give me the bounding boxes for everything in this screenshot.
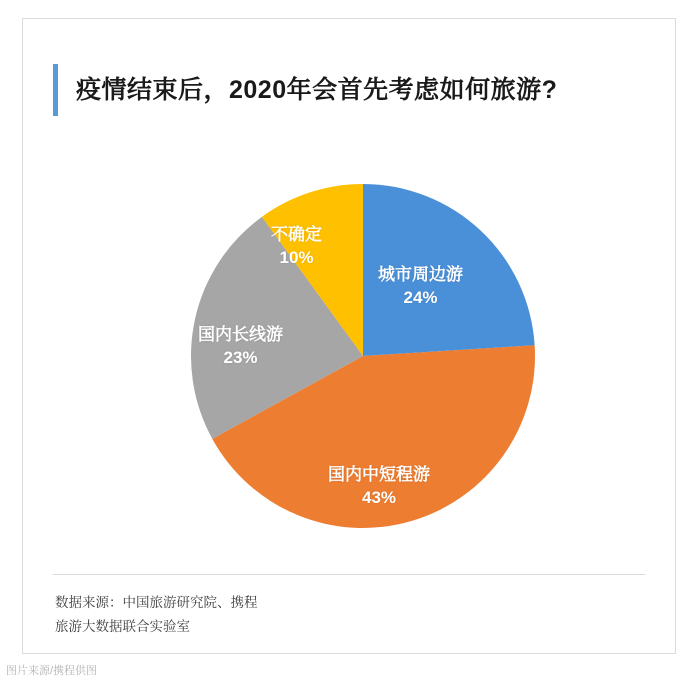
pie-label-3-value: 10% [279, 247, 314, 267]
page-title: 疫情结束后，2020年会首先考虑如何旅游? [76, 76, 558, 104]
source-line-2: 旅游大数据联合实验室 [55, 618, 190, 634]
pie-label-0-value: 24% [403, 287, 438, 307]
pie-label-2-name: 国内长线游 [198, 325, 283, 344]
source-line-1: 数据来源：中国旅游研究院、携程 [55, 595, 258, 610]
source-note [55, 591, 258, 638]
pie-label-0 [378, 264, 463, 310]
title-accent-bar [53, 64, 58, 116]
pie-chart [23, 169, 675, 549]
chart-card [22, 18, 676, 654]
watermark-text: 图片来源/携程供图 [6, 665, 98, 677]
pie-label-0-name: 城市周边游 [378, 265, 463, 284]
chart-title-block [53, 64, 557, 116]
footer-divider [53, 574, 645, 575]
pie-label-3 [271, 224, 322, 270]
pie-label-2-value: 23% [223, 347, 258, 367]
pie-label-2 [198, 324, 283, 370]
pie-label-3-name: 不确定 [271, 225, 322, 244]
pie-label-1 [328, 464, 430, 510]
pie-label-1-value: 43% [361, 487, 397, 507]
pie-label-1-name: 国内中短程游 [328, 465, 430, 484]
